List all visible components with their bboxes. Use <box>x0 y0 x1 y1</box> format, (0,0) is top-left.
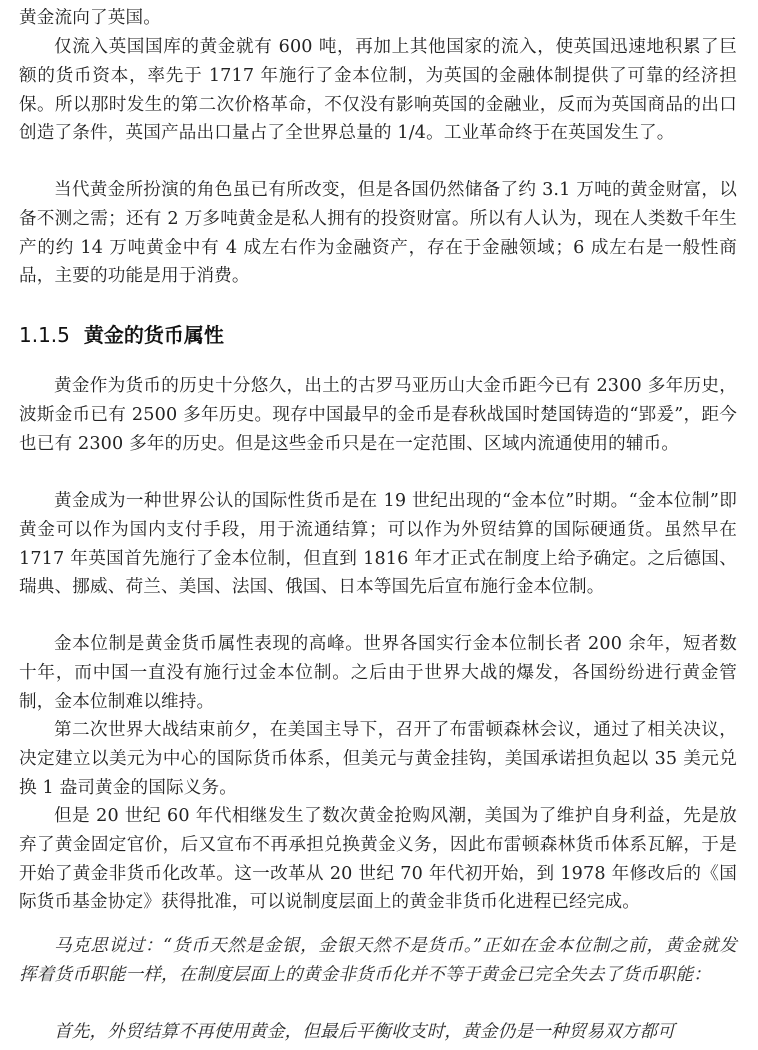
paragraph-demonetization: 但是 20 世纪 60 年代相继发生了数次黄金抢购风潮，美国为了维护自身利益，先是放弃了黄金固定官价，后又宣布不再承担兑换黄金义务，因此布雷顿森林货币体系瓦解，于是开始了黄金非货币化改革。这一改革从 20 世纪 70 年代初开始，到 1978 年修改后的《国际货币基金协定》获得批准，可以说制度层面上的黄金非货币化进程已经完成。 <box>19 806 737 913</box>
paragraph-britain-gold-inflow: 仅流入英国国库的黄金就有 600 吨，再加上其他国家的流入，使英国迅速地积累了巨额的货币资本，率先于 1717 年施行了金本位制，为英国的金融体制提供了可靠的经济担保。所以那时发生的第二次价格革命，不仅没有影响英国的金融业，反而为英国商品的出口创造了条件，英国产品出口量占了全世界总量的 1/4。工业革命终于在英国发生了。 <box>19 37 737 144</box>
paragraph-gold-coin-history: 黄金作为货币的历史十分悠久，出土的古罗马亚历山大金币距今已有 2300 多年历史，波斯金币已有 2500 多年历史。现存中国最早的金币是春秋战国时楚国铸造的“郢爰”，距今也已有 2300 多年的历史。但是这些金币只是在一定范围、区域内流通使用的辅币。 <box>19 376 737 454</box>
section-number: 1.1.5 <box>19 323 70 347</box>
paragraph-marx-quote: 马克思说过：“货币天然是金银，金银天然不是货币。”正如在金本位制之前，黄金就发挥着货币职能一样，在制度层面上的黄金非货币化并不等于黄金已完全失去了货币职能： <box>19 936 737 985</box>
paragraph-trade-settlement: 首先，外贸结算不再使用黄金，但最后平衡收支时，黄金仍是一种贸易双方都可 <box>54 1022 676 1042</box>
paragraph-modern-gold-role: 当代黄金所扮演的角色虽已有所改变，但是各国仍然储备了约 3.1 万吨的黄金财富，以备不测之需；还有 2 万多吨黄金是私人拥有的投资财富。所以有人认为，现在人类数千年生产的约 14 万吨黄金中有 4 成左右作为金融资产，存在于金融领域；6 成左右是一般性商品，主要的功能是用于消费。 <box>19 180 737 287</box>
paragraph-bretton-woods: 第二次世界大战结束前夕，在美国主导下，召开了布雷顿森林会议，通过了相关决议，决定建立以美元为中心的国际货币体系，但美元与黄金挂钩，美国承诺担负起以 35 美元兑换 1 盎司黄金的国际义务。 <box>19 720 737 798</box>
paragraph-gold-standard: 黄金成为一种世界公认的国际性货币是在 19 世纪出现的“金本位”时期。“金本位制”即黄金可以作为国内支付手段，用于流通结算；可以作为外贸结算的国际硬通货。虽然早在 1717 年英国首先施行了金本位制，但直到 1816 年才正式在制度上给予确定。之后德国、瑞典、挪威、荷兰、美国、法国、俄国、日本等国先后宣布施行金本位制。 <box>19 491 737 598</box>
paragraph-continuation: 黄金流向了英国。 <box>19 8 161 28</box>
section-heading <box>19 321 224 349</box>
paragraph-gold-standard-peak: 金本位制是黄金货币属性表现的高峰。世界各国实行金本位制长者 200 余年，短者数十年，而中国一直没有施行过金本位制。之后由于世界大战的爆发，各国纷纷进行黄金管制，金本位制难以维持。 <box>19 634 737 712</box>
section-title: 黄金的货币属性 <box>83 323 224 347</box>
